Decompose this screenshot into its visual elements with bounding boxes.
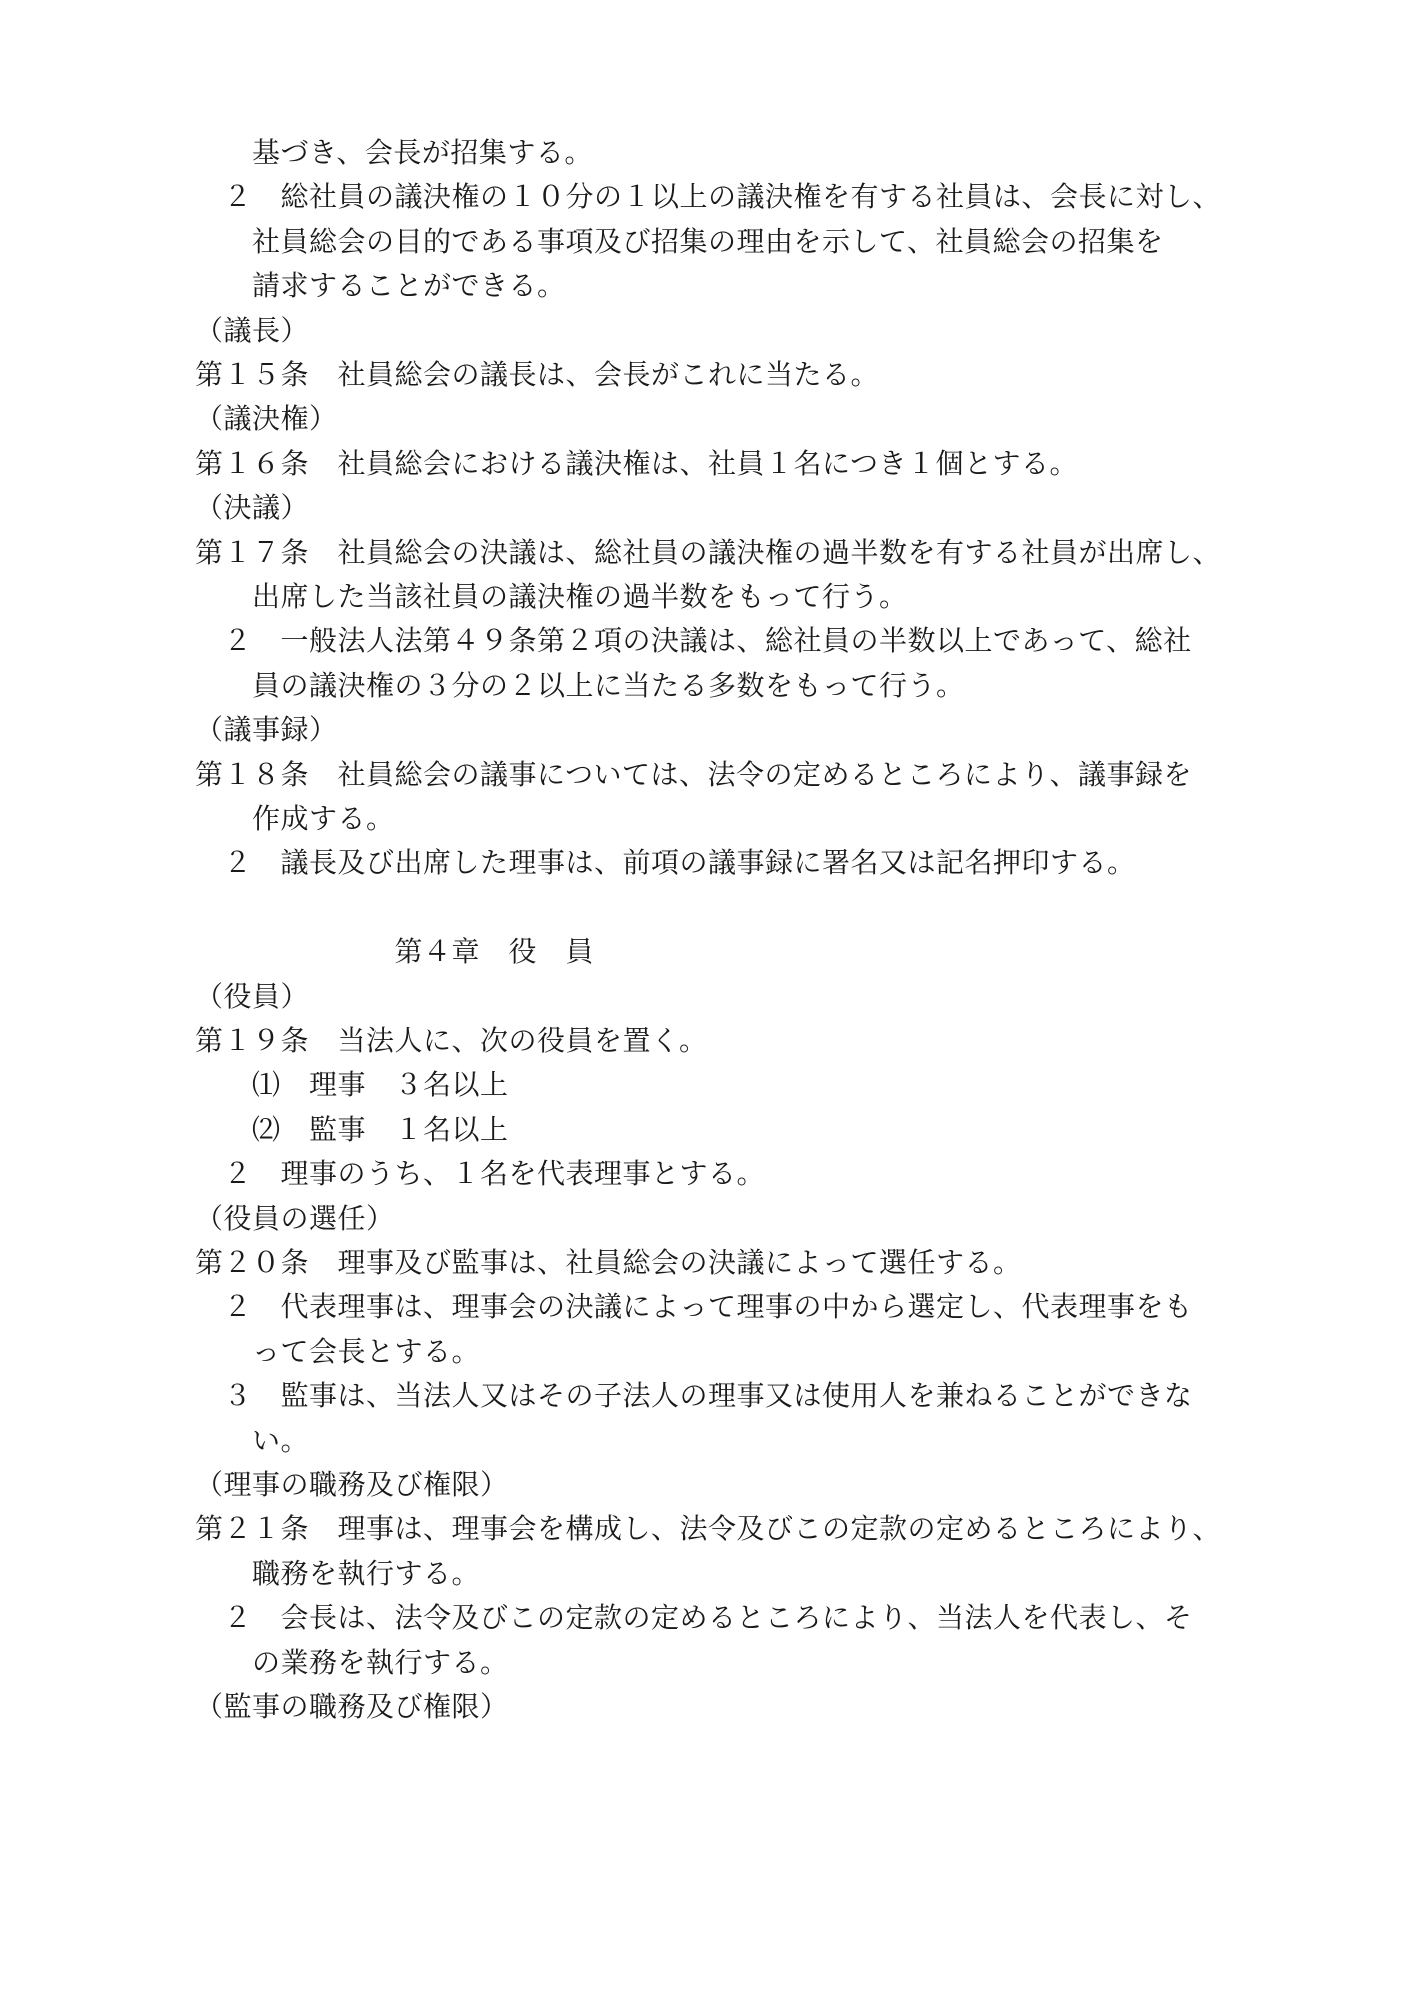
text-line: ２ 総社員の議決権の１０分の１以上の議決権を有する社員は、会長に対し、: [195, 180, 1222, 214]
text-line: （議決権）: [195, 402, 338, 436]
text-line: ⑵ 監事 １名以上: [195, 1112, 509, 1146]
text-line: ２ 代表理事は、理事会の決議によって理事の中から選定し、代表理事をも: [195, 1290, 1193, 1324]
text-line: 請求することができる。: [195, 269, 566, 303]
text-line: 第１５条 社員総会の議長は、会長がこれに当たる。: [195, 358, 880, 391]
text-line: い。: [195, 1423, 310, 1457]
text-line: 職務を執行する。: [195, 1556, 481, 1590]
text-line: （役員）: [195, 979, 310, 1013]
text-line: （議事録）: [195, 713, 338, 747]
text-line: 作成する。: [195, 802, 395, 835]
text-line: 員の議決権の３分の２以上に当たる多数をもって行う。: [195, 668, 965, 702]
text-line: （理事の職務及び権限）: [195, 1468, 509, 1501]
text-line: ３ 監事は、当法人又はその子法人の理事又は使用人を兼ねることができな: [195, 1379, 1193, 1413]
text-line: （決議）: [195, 491, 310, 525]
text-line: 第１６条 社員総会における議決権は、社員１名につき１個とする。: [195, 446, 1078, 480]
text-line: 第１８条 社員総会の議事については、法令の定めるところにより、議事録を: [195, 757, 1192, 791]
text-line: ⑴ 理事 ３名以上: [195, 1068, 509, 1102]
text-line: 第２１条 理事は、理事会を構成し、法令及びこの定款の定めるところにより、: [195, 1512, 1222, 1546]
text-line: ２ 一般法人法第４９条第２項の決議は、総社員の半数以上であって、総社: [195, 624, 1192, 658]
text-line: （議長）: [195, 313, 310, 347]
text-line: （監事の職務及び権限）: [195, 1690, 509, 1723]
text-line: ２ 議長及び出席した理事は、前項の議事録に署名又は記名押印する。: [195, 846, 1136, 880]
text-line: 第２０条 理事及び監事は、社員総会の決議によって選任する。: [195, 1246, 1022, 1279]
text-line: 基づき、会長が招集する。: [195, 136, 593, 169]
text-line: （役員の選任）: [195, 1201, 395, 1235]
text-line: って会長とする。: [195, 1334, 481, 1368]
text-line: 出席した当該社員の議決権の過半数をもって行う。: [195, 580, 908, 613]
text-line: ２ 理事のうち、１名を代表理事とする。: [195, 1157, 766, 1191]
text-line: 第１９条 当法人に、次の役員を置く。: [195, 1024, 708, 1057]
text-line: 第１７条 社員総会の決議は、総社員の議決権の過半数を有する社員が出席し、: [195, 535, 1222, 569]
text-line: 社員総会の目的である事項及び招集の理由を示して、社員総会の招集を: [195, 224, 1164, 258]
text-line: の業務を執行する。: [195, 1645, 509, 1679]
text-line: 第４章 役 員: [195, 935, 595, 969]
text-line: ２ 会長は、法令及びこの定款の定めるところにより、当法人を代表し、そ: [195, 1601, 1193, 1635]
